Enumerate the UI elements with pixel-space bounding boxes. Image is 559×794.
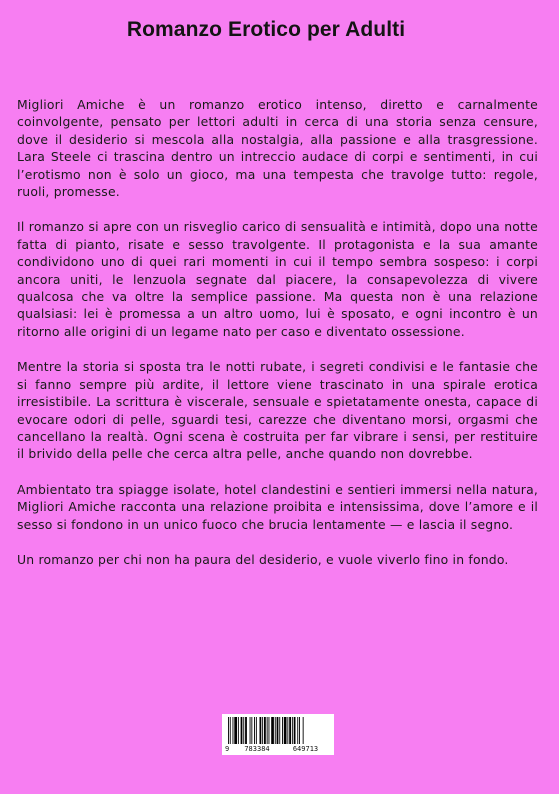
cover-title: Romanzo Erotico per Adulti	[126, 18, 406, 41]
barcode-digits	[222, 745, 334, 753]
barcode-bar	[254, 717, 255, 744]
barcode-bar	[264, 717, 266, 744]
barcode-bar	[267, 717, 268, 744]
barcode-bar	[256, 717, 257, 744]
barcode-bar	[260, 717, 262, 744]
barcode-bar	[303, 717, 304, 744]
barcode-left-digits: 783384	[244, 745, 270, 753]
barcode-bar	[292, 717, 293, 744]
barcode-bar	[238, 717, 239, 744]
barcode-bar	[275, 717, 276, 744]
barcode-bar	[284, 717, 287, 744]
barcode-lead-digit: 9	[225, 745, 230, 753]
barcode-bar	[228, 717, 229, 744]
barcode-bar	[279, 717, 280, 744]
barcode-bar	[289, 717, 291, 744]
blurb-paragraph-3: Mentre la storia si sposta tra le notti rubate, i segreti condivisi e le fantasie che si fanno sempre più ardite, il lettore viene trascinato in una spirale erotica irresistibile. La scrittura è viscerale, sensuale e spietatamente onesta, capace di evocare odori di pelle, sguardi tesi, carezze che diventano morsi, orgasmi che cancellano la realtà. Ogni scena è costruita per far vibrare i sensi, per restituire il brivido della pelle che cerca altra pelle, anche quando non dovrebbe.	[17, 359, 538, 462]
barcode-bar	[234, 717, 237, 744]
barcode-right-digits: 649713	[292, 745, 319, 753]
barcode-bar	[243, 717, 244, 744]
barcode-bar	[299, 717, 300, 744]
barcode-bar	[250, 717, 251, 744]
barcode-bar	[230, 717, 231, 744]
blurb-paragraph-2: Il romanzo si apre con un risveglio carico di sensualità e intimità, dopo una notte fatta di pianto, risate e sesso travolgente. Il protagonista e la sua amante condividono uno di quei rari momenti in cui il tempo sembra sospeso: i corpi ancora uniti, le lenzuola segnate dal piacere, la consapevolezza di vivere qualcosa che va oltre la semplice passione. Ma questa non è una relazione qualsiasi: lei è promessa a un altro uomo, lui è sposato, e ogni incontro è un ritorno alle origini di un legame nato per caso e diventato ossessione.	[17, 219, 538, 339]
barcode-bars	[226, 717, 330, 744]
barcode-bar	[241, 717, 243, 744]
barcode-bar	[233, 717, 234, 744]
barcode-bar	[287, 717, 288, 744]
barcode-bar	[245, 717, 247, 744]
barcode-bar	[294, 717, 296, 744]
barcode-bar	[251, 717, 252, 744]
barcode-bar	[277, 717, 279, 744]
blurb-paragraph-5: Un romanzo per chi non ha paura del desiderio, e vuole viverlo fino in fondo.	[17, 551, 509, 567]
blurb-paragraph-1: Migliori Amiche è un romanzo erotico intenso, diretto e carnalmente coinvolgente, pensato per lettori adulti in cerca di una storia senza censure, dove il desiderio si mescola alla nostalgia, alla passione e alla trasgressione. Lara Steele ci trascina dentro un intreccio audace di corpi e sentimenti, in cui l’erotismo non è solo un gioco, ma una tempesta che travolge tutto: regole, ruoli, promesse.	[17, 97, 538, 200]
barcode-bar	[269, 717, 270, 744]
barcode-bar	[262, 717, 263, 744]
blurb-paragraph-4: Ambientato tra spiagge isolate, hotel clandestini e sentieri immersi nella natura, Migliori Amiche racconta una relazione proibita e intensissima, dove l’amore e il sesso si fondono in un unico fuoco che brucia lentamente — e lascia il segno.	[17, 481, 538, 532]
barcode-bar	[271, 717, 274, 744]
isbn-barcode	[222, 714, 334, 755]
barcode-bar	[282, 717, 283, 744]
barcode-bar	[297, 717, 298, 744]
blurb	[17, 96, 538, 586]
